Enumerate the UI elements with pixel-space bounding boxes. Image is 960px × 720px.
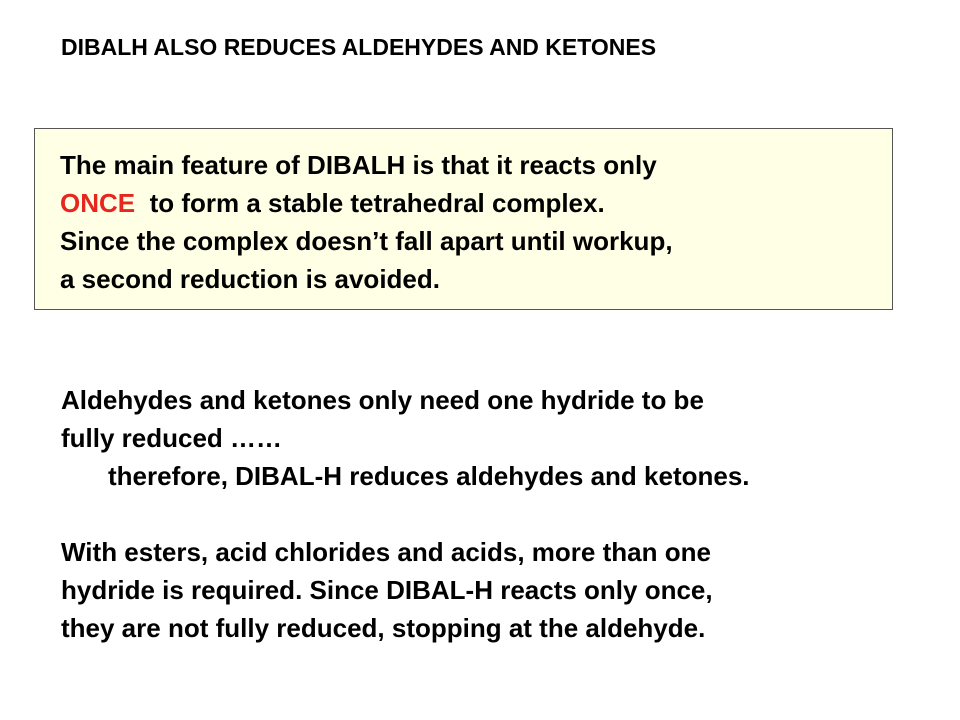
ester-paragraph <box>61 533 713 647</box>
paragraph1-line-2: fully reduced …… <box>61 423 283 453</box>
callout-box <box>34 128 893 310</box>
once-emphasis: ONCE <box>60 188 136 218</box>
paragraph2-line-2: hydride is required. Since DIBAL-H reacts only once, <box>61 575 713 605</box>
paragraph1-conclusion: therefore, DIBAL-H reduces aldehydes and ketones. <box>108 461 750 491</box>
callout-line-4: a second reduction is avoided. <box>60 264 440 294</box>
slide-title: DIBALH ALSO REDUCES ALDEHYDES AND KETONES <box>61 34 657 60</box>
paragraph1-line-1: Aldehydes and ketones only need one hydride to be <box>61 385 704 415</box>
callout-line-3: Since the complex doesn’t fall apart until workup, <box>60 226 673 256</box>
paragraph2-line-1: With esters, acid chlorides and acids, more than one <box>61 537 711 567</box>
callout-line-2 <box>60 184 673 222</box>
callout-line-2-rest: to form a stable tetrahedral complex. <box>135 188 605 218</box>
callout-text <box>60 146 673 298</box>
paragraph2-line-3: they are not fully reduced, stopping at the aldehyde. <box>61 613 706 643</box>
callout-line-1: The main feature of DIBALH is that it reacts only <box>60 150 657 180</box>
aldehyde-ketone-paragraph <box>61 381 750 495</box>
